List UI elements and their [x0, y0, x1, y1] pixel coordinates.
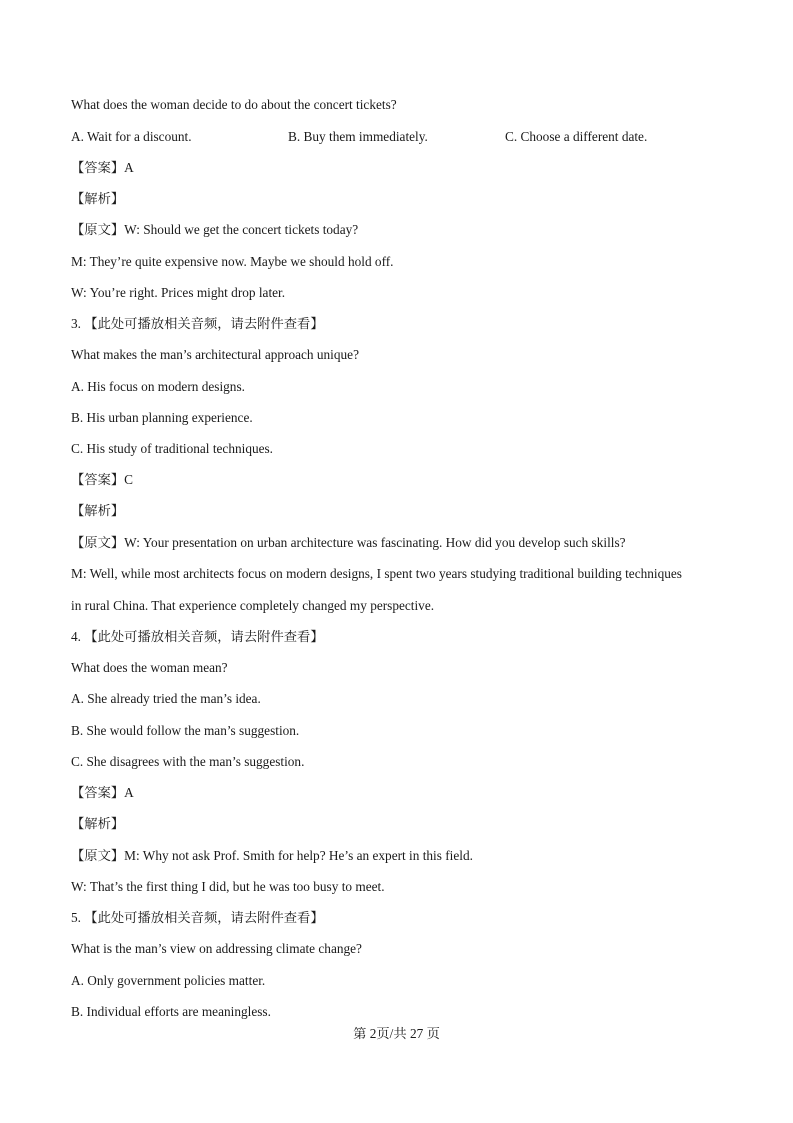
option-b: B. Buy them immediately.: [288, 129, 428, 144]
question-text: What is the man’s view on addressing climate change?: [71, 941, 362, 956]
question-heading: 4. 【此处可播放相关音频，请去附件查看】: [71, 629, 324, 644]
question-text: What does the woman decide to do about the concert tickets?: [71, 97, 397, 112]
option-b: B. Individual efforts are meaningless.: [71, 1004, 271, 1019]
transcript-line: 【原文】W: Should we get the concert tickets today?: [71, 222, 359, 237]
option-a: A. His focus on modern designs.: [71, 379, 245, 394]
page-number: 第 2页/共 27 页: [353, 1026, 440, 1041]
transcript-line: 【原文】M: Why not ask Prof. Smith for help? He’s an expert in this field.: [71, 848, 473, 863]
transcript-line: W: That’s the first thing I did, but he was too busy to meet.: [71, 879, 385, 894]
transcript-line: W: You’re right. Prices might drop later.: [71, 285, 286, 300]
transcript-line: in rural China. That experience completely changed my perspective.: [71, 598, 435, 613]
analysis-label: 【解析】: [71, 191, 125, 206]
option-c: C. She disagrees with the man’s suggestion.: [71, 754, 305, 769]
option-b: B. She would follow the man’s suggestion.: [71, 723, 300, 738]
question-text: What makes the man’s architectural approach unique?: [71, 347, 359, 362]
transcript-line: M: Well, while most architects focus on modern designs, I spent two years studying traditional building techniques: [71, 566, 682, 581]
answer-label: 【答案】A: [71, 785, 134, 800]
transcript-line: M: They’re quite expensive now. Maybe we should hold off.: [71, 254, 394, 269]
option-b: B. His urban planning experience.: [71, 410, 253, 425]
question-text: What does the woman mean?: [71, 660, 228, 675]
analysis-label: 【解析】: [71, 503, 125, 518]
transcript-line: 【原文】W: Your presentation on urban architecture was fascinating. How did you develop such skills?: [71, 535, 626, 550]
option-a: A. She already tried the man’s idea.: [71, 691, 261, 706]
option-c: C. His study of traditional techniques.: [71, 441, 274, 456]
answer-label: 【答案】C: [71, 472, 134, 487]
question-heading: 3. 【此处可播放相关音频，请去附件查看】: [71, 316, 324, 331]
option-a: A. Wait for a discount.: [71, 129, 192, 144]
question-heading: 5. 【此处可播放相关音频，请去附件查看】: [71, 910, 324, 925]
option-c: C. Choose a different date.: [505, 129, 648, 144]
answer-label: 【答案】A: [71, 160, 134, 175]
analysis-label: 【解析】: [71, 816, 125, 831]
option-a: A. Only government policies matter.: [71, 973, 266, 988]
